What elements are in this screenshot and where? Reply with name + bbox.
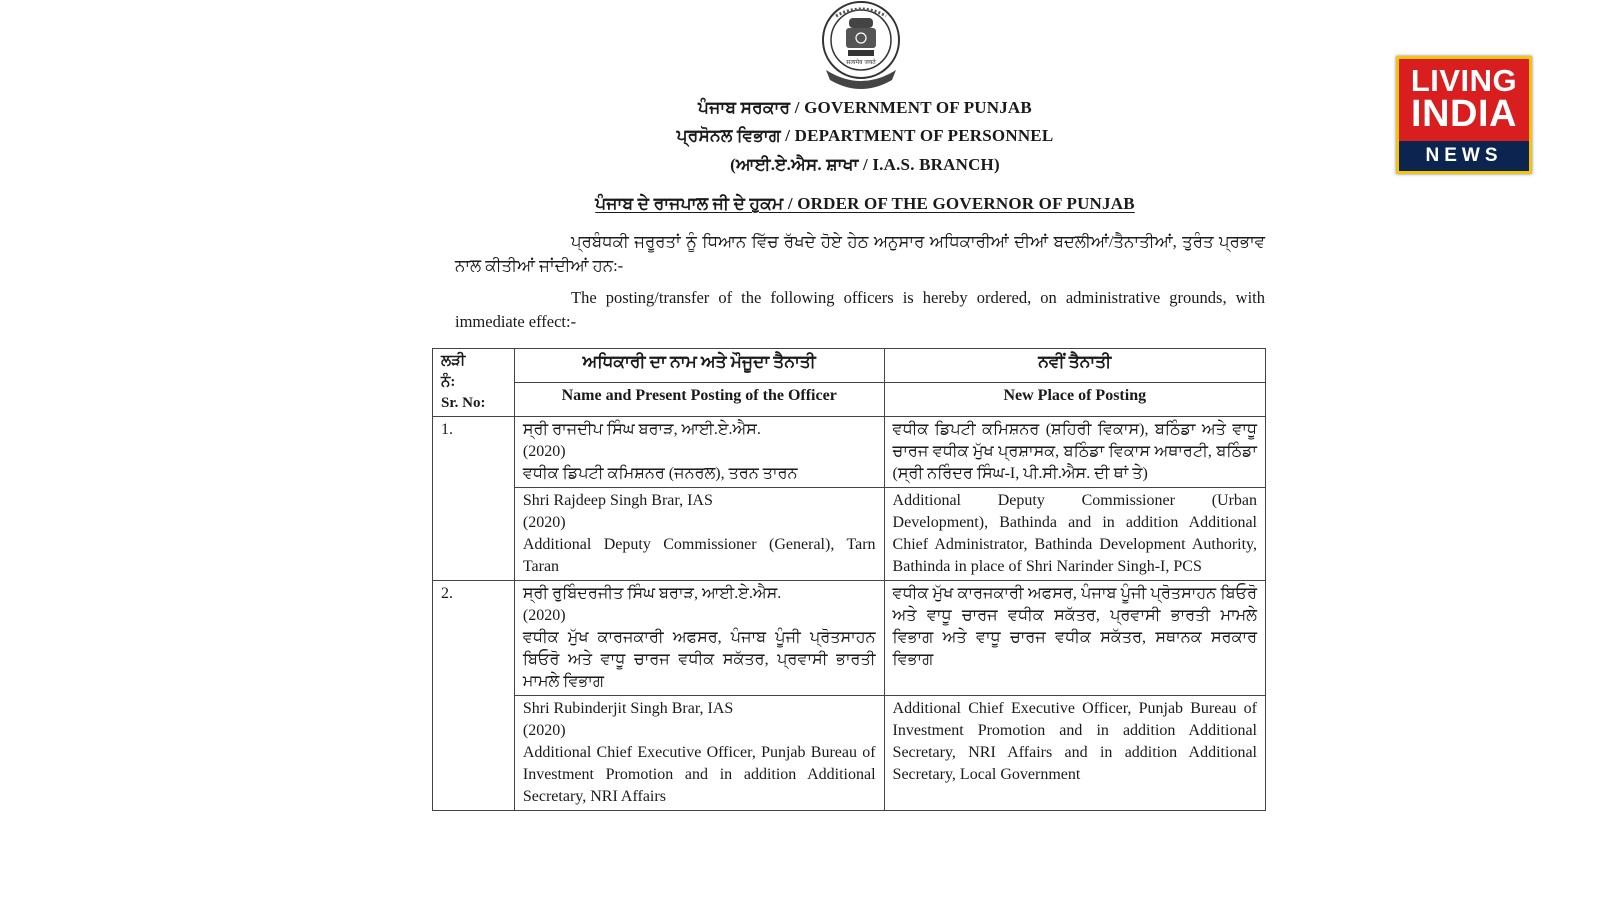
officer-name-en: Shri Rajdeep Singh Brar, IAS	[522, 492, 713, 509]
sr-no-header	[433, 349, 515, 417]
officer-name-en: Shri Rubinderjit Singh Brar, IAS	[522, 700, 734, 717]
department-heading: ਪ੍ਰਸੋਨਲ ਵਿਭਾਗ / DEPARTMENT OF PERSONNEL	[676, 126, 1054, 145]
name-header-en: Name and Present Posting of the Officer	[514, 383, 884, 417]
intro-punjabi: ਪ੍ਰਬੰਧਕੀ ਜਰੂਰਤਾਂ ਨੂੰ ਧਿਆਨ ਵਿੱਚ ਰੱਖਦੇ ਹੋਏ ਹੇਠ ਅਨੁਸਾਰ ਅਧਿਕਾਰੀਆਂ ਦੀਆਂ ਬਦਲੀਆਂ/ਤੈਨਾਤੀਆਂ, ਤੁਰੰਤ ਪ੍ਰਭਾਵ ਨਾਲ ਕੀਤੀਆਂ ਜਾਂਦੀਆਂ ਹਨ:-	[455, 232, 1265, 275]
logo-line-india: INDIA	[1411, 93, 1517, 135]
officer-batch-pa: (2020)	[522, 443, 566, 460]
new-posting-en: Additional Chief Executive Officer, Punjab Bureau of Investment Promotion and in addition Additional Secretary, NRI Affairs and in addition Additional Secretary, Local Government	[884, 696, 1265, 811]
sr-head-pa1: ਲੜੀ	[441, 353, 466, 369]
ashoka-emblem-icon	[816, 0, 906, 90]
table-row	[433, 581, 1266, 696]
government-heading: ਪੰਜਾਬ ਸਰਕਾਰ / GOVERNMENT OF PUNJAB	[698, 98, 1032, 117]
sr-head-pa2: ਨੰ:	[441, 374, 456, 390]
table-header-row	[433, 349, 1266, 383]
branch-heading: (ਆਈ.ਏ.ਐਸ. ਸ਼ਾਖਾ / I.A.S. BRANCH)	[730, 155, 1000, 174]
new-posting-header-pa: ਨਵੀਂ ਤੈਨਾਤੀ	[884, 349, 1265, 383]
living-india-news-logo	[1396, 56, 1532, 174]
new-posting-en: Additional Deputy Commissioner (Urban Development), Bathinda and in addition Additional Chief Administrator, Bathinda Development Authority, Bathinda in place of Shri Narinder Singh-I, PCS	[884, 488, 1265, 581]
order-title: ਪੰਜਾਬ ਦੇ ਰਾਜਪਾਲ ਜੀ ਦੇ ਹੁਕਮ / ORDER OF THE GOVERNOR OF PUNJAB	[595, 194, 1135, 213]
new-posting-header-en: New Place of Posting	[884, 383, 1265, 417]
table-row	[433, 417, 1266, 488]
sr-no-cell: 1.	[433, 417, 515, 581]
new-posting-pa: ਵਧੀਕ ਡਿਪਟੀ ਕਮਿਸ਼ਨਰ (ਸ਼ਹਿਰੀ ਵਿਕਾਸ), ਬਠਿੰਡਾ ਅਤੇ ਵਾਧੂ ਚਾਰਜ ਵਧੀਕ ਮੁੱਖ ਪ੍ਰਸ਼ਾਸਕ, ਬਠਿੰਡਾ ਵਿਕਾਸ ਅਥਾਰਟੀ, ਬਠਿੰਡਾ (ਸ੍ਰੀ ਨਰਿੰਦਰ ਸਿੰਘ-I, ਪੀ.ਸੀ.ਐਸ. ਦੀ ਥਾਂ ਤੇ)	[884, 417, 1265, 488]
emblem-caption: सत्यमेव जयते	[846, 59, 876, 66]
table-header-row-en	[433, 383, 1266, 417]
table-row	[433, 488, 1266, 581]
officer-posting-pa: ਵਧੀਕ ਮੁੱਖ ਕਾਰਜਕਾਰੀ ਅਫਸਰ, ਪੰਜਾਬ ਪੂੰਜੀ ਪ੍ਰੋਤਸਾਹਨ ਬਿਓਰੋ ਅਤੇ ਵਾਧੂ ਚਾਰਜ ਵਧੀਕ ਸਕੱਤਰ, ਪ੍ਰਵਾਸੀ ਭਾਰਤੀ ਮਾਮਲੇ ਵਿਭਾਗ	[522, 629, 876, 690]
officer-cell-en	[514, 488, 884, 581]
logo-line-news: NEWS	[1399, 141, 1529, 171]
table-row	[433, 696, 1266, 811]
intro-english: The posting/transfer of the following officers is hereby ordered, on administrative grounds, with immediate effect:-	[455, 288, 1265, 331]
logo-line-living: LIVING	[1410, 63, 1518, 98]
officer-posting-en: Additional Chief Executive Officer, Punjab Bureau of Investment Promotion and in addition Additional Secretary, NRI Affairs	[522, 744, 876, 805]
officer-name-pa: ਸ੍ਰੀ ਰੁਬਿੰਦਰਜੀਤ ਸਿੰਘ ਬਰਾੜ, ਆਈ.ਏ.ਐਸ.	[522, 585, 782, 602]
posting-order-table	[432, 348, 1266, 811]
officer-batch-en: (2020)	[522, 514, 566, 531]
officer-name-pa: ਸ੍ਰੀ ਰਾਜਦੀਪ ਸਿੰਘ ਬਰਾੜ, ਆਈ.ਏ.ਐਸ.	[522, 421, 761, 438]
officer-batch-pa: (2020)	[522, 607, 566, 624]
officer-cell-en	[514, 696, 884, 811]
sr-no-cell: 2.	[433, 581, 515, 811]
name-header-pa: ਅਧਿਕਾਰੀ ਦਾ ਨਾਮ ਅਤੇ ਮੌਜੂਦਾ ਤੈਨਾਤੀ	[514, 349, 884, 383]
officer-posting-en: Additional Deputy Commissioner (General), Tarn Taran	[522, 536, 876, 575]
officer-cell-pa	[514, 417, 884, 488]
sr-head-en: Sr. No:	[441, 395, 486, 411]
officer-batch-en: (2020)	[522, 722, 566, 739]
new-posting-pa: ਵਧੀਕ ਮੁੱਖ ਕਾਰਜਕਾਰੀ ਅਫਸਰ, ਪੰਜਾਬ ਪੂੰਜੀ ਪ੍ਰੋਤਸਾਹਨ ਬਿਓਰੋ ਅਤੇ ਵਾਧੂ ਚਾਰਜ ਵਧੀਕ ਸਕੱਤਰ, ਪ੍ਰਵਾਸੀ ਭਾਰਤੀ ਮਾਮਲੇ ਵਿਭਾਗ ਅਤੇ ਵਾਧੂ ਚਾਰਜ ਵਧੀਕ ਸਕੱਤਰ, ਸਥਾਨਕ ਸਰਕਾਰ ਵਿਭਾਗ	[884, 581, 1265, 696]
officer-posting-pa: ਵਧੀਕ ਡਿਪਟੀ ਕਮਿਸ਼ਨਰ (ਜਨਰਲ), ਤਰਨ ਤਾਰਨ	[522, 465, 798, 482]
officer-cell-pa	[514, 581, 884, 696]
